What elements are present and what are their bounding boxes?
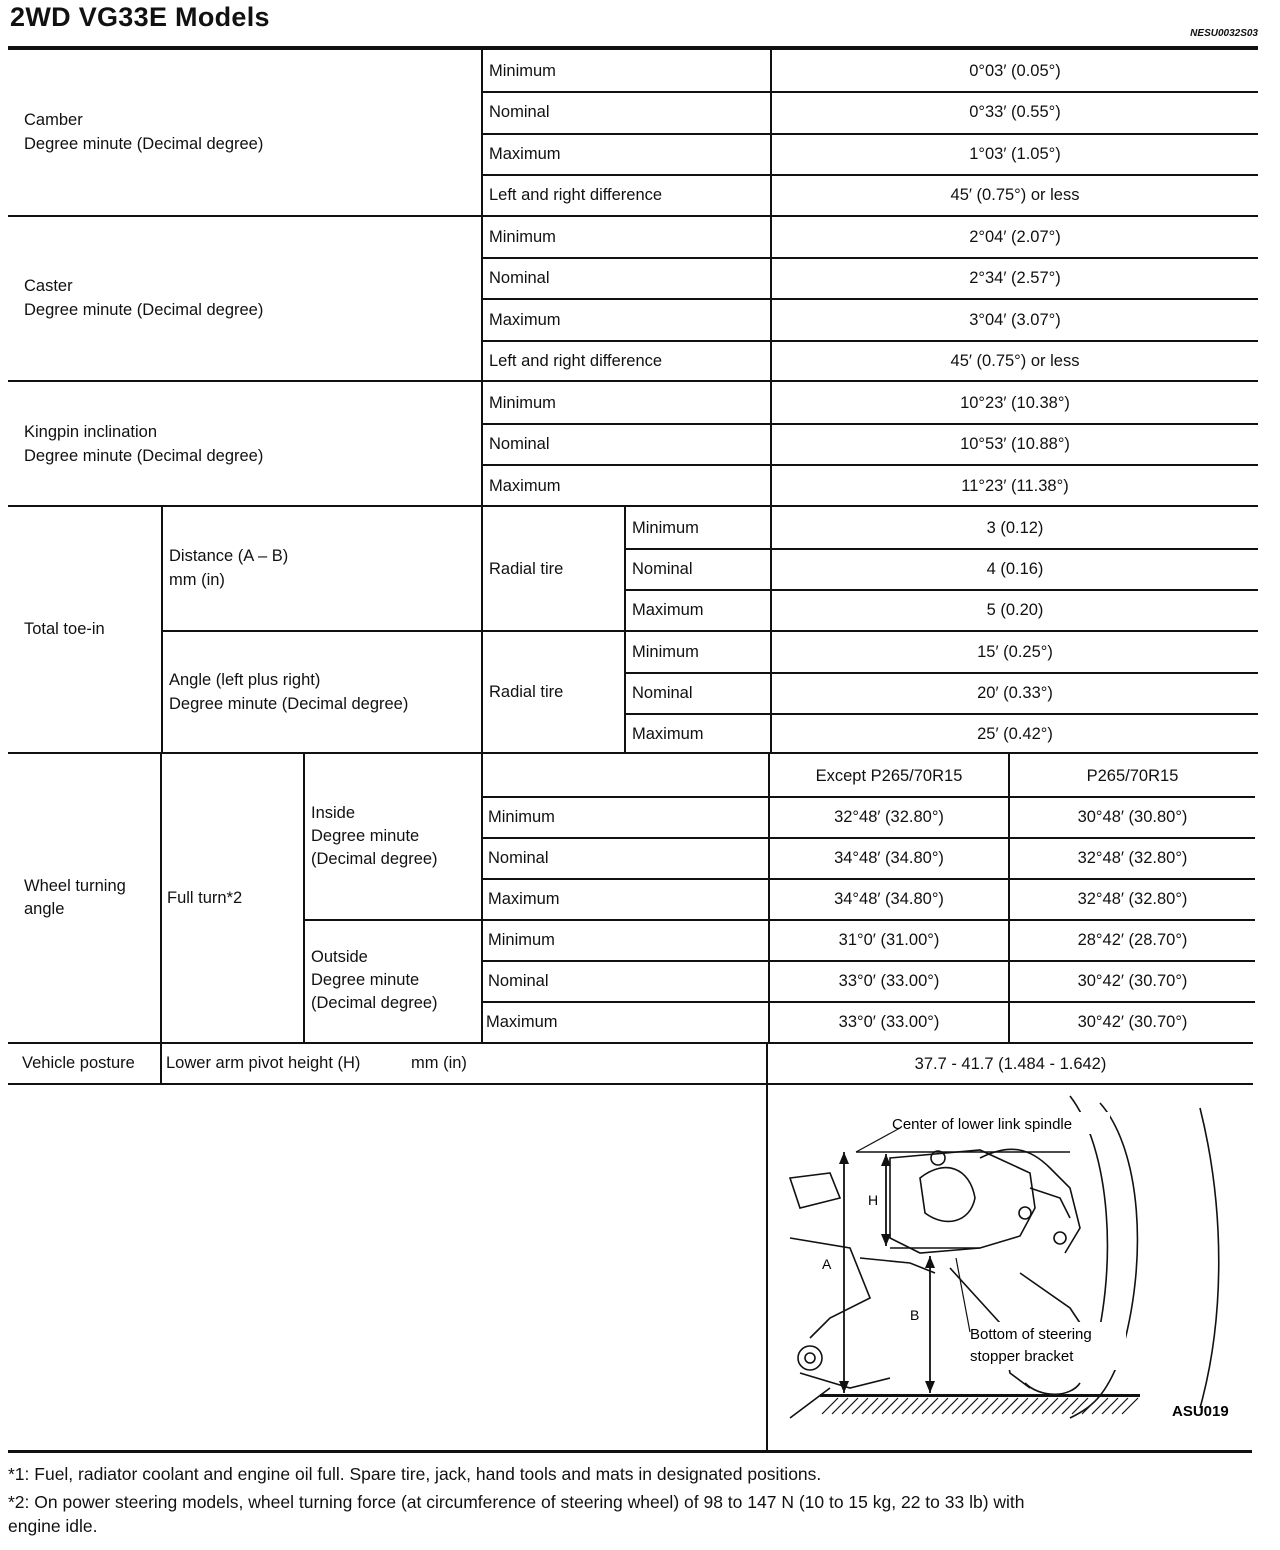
spec-label: Nominal	[488, 972, 549, 990]
row-divider	[482, 340, 1258, 342]
pivot-height-unit: mm (in)	[411, 1054, 467, 1072]
column-divider	[624, 505, 626, 754]
knuckle	[920, 1168, 975, 1222]
bolt	[1054, 1232, 1066, 1244]
tire-type: Radial tire	[489, 560, 564, 578]
kingpin-unit: Degree minute (Decimal degree)	[24, 447, 264, 465]
spec-value: 5 (0.20)	[986, 601, 1044, 619]
tire-outline	[1200, 1108, 1219, 1408]
label-a: A	[822, 1256, 832, 1272]
row-divider	[482, 1001, 1255, 1003]
suspension-diagram	[770, 1088, 1250, 1443]
spec-value: 15′ (0.25°)	[977, 643, 1053, 661]
wheel-turning-label: Wheel turning	[24, 877, 126, 895]
spec-value: 34°48′ (34.80°)	[834, 849, 944, 867]
spec-value: 3°04′ (3.07°)	[969, 311, 1061, 329]
spec-label: Maximum	[486, 1013, 558, 1031]
pivot-height-value: 37.7 - 41.7 (1.484 - 1.642)	[914, 1055, 1107, 1073]
row-divider	[482, 133, 1258, 135]
column-header-except: Except P265/70R15	[815, 767, 963, 785]
table-top-rule	[8, 46, 1258, 50]
spec-label: Maximum	[632, 601, 704, 619]
spec-value: 33°0′ (33.00°)	[838, 972, 940, 990]
section-divider	[8, 752, 1258, 754]
column-divider	[160, 752, 162, 1085]
spec-label: Minimum	[489, 394, 556, 412]
row-divider	[482, 174, 1258, 176]
row-divider	[482, 464, 1258, 466]
knuckle	[1030, 1188, 1070, 1218]
spec-value: 10°53′ (10.88°)	[960, 435, 1070, 453]
angle-label: Angle (left plus right)	[169, 671, 321, 689]
pivot-height-label: Lower arm pivot height (H)	[166, 1054, 361, 1072]
arrowhead	[881, 1234, 891, 1246]
row-divider	[625, 713, 1258, 715]
ground-hatch	[822, 1398, 1138, 1414]
arrowhead	[925, 1256, 935, 1268]
spec-value: 34°48′ (34.80°)	[834, 890, 944, 908]
row-divider	[482, 257, 1258, 259]
column-divider	[303, 752, 305, 1044]
figure-code: ASU019	[1172, 1403, 1229, 1420]
spec-value: 30°42′ (30.70°)	[1077, 1013, 1188, 1031]
spec-value: 30°42′ (30.70°)	[1077, 972, 1188, 990]
footnote-1: *1: Fuel, radiator coolant and engine oil full. Spare tire, jack, hand tools and mats in designated positions.	[8, 1464, 822, 1484]
footnote-2-continued: engine idle.	[8, 1516, 98, 1536]
spec-label: Maximum	[632, 725, 704, 743]
spec-value: 11°23′ (11.38°)	[961, 477, 1069, 495]
outside-unit: Degree minute	[311, 971, 420, 989]
section-divider	[8, 505, 1258, 507]
full-turn-label: Full turn*2	[167, 889, 243, 907]
lower-arm	[860, 1258, 935, 1273]
spec-label: Maximum	[489, 477, 561, 495]
inside-unit-2: (Decimal degree)	[311, 850, 438, 868]
spec-label: Minimum	[488, 808, 555, 826]
section-divider	[8, 380, 1258, 382]
column-divider	[161, 505, 163, 754]
section-divider	[8, 1042, 1253, 1044]
section-divider	[8, 1083, 1253, 1085]
column-divider	[481, 48, 483, 754]
spec-value: 1°03′ (1.05°)	[969, 145, 1061, 163]
spec-label: Minimum	[632, 519, 699, 537]
column-divider	[766, 1042, 768, 1452]
spec-label: Nominal	[488, 849, 549, 867]
distance-label: Distance (A – B)	[169, 547, 289, 565]
caster-unit: Degree minute (Decimal degree)	[24, 301, 264, 319]
label-center-spindle: Center of lower link spindle	[892, 1116, 1073, 1133]
row-divider	[482, 91, 1258, 93]
kingpin-label: Kingpin inclination	[24, 423, 158, 441]
row-divider	[482, 423, 1258, 425]
spec-value: 32°48′ (32.80°)	[834, 808, 944, 826]
spec-label: Minimum	[632, 643, 699, 661]
column-header-p265: P265/70R15	[1086, 767, 1179, 785]
arrowhead	[839, 1152, 849, 1164]
row-divider	[482, 878, 1255, 880]
spec-label: Maximum	[489, 311, 561, 329]
leader-line	[956, 1258, 970, 1332]
row-divider	[162, 630, 1258, 632]
spec-label: Minimum	[489, 228, 556, 246]
spec-value: 30°48′ (30.80°)	[1077, 808, 1188, 826]
spec-value: 0°03′ (0.05°)	[969, 62, 1061, 80]
spec-value: 45′ (0.75°) or less	[950, 352, 1080, 370]
outside-unit-2: (Decimal degree)	[311, 994, 438, 1012]
vehicle-posture-label: Vehicle posture	[22, 1054, 135, 1072]
outside-label: Outside	[311, 948, 368, 966]
spec-label: Left and right difference	[489, 186, 663, 204]
camber-unit: Degree minute (Decimal degree)	[24, 135, 264, 153]
bushing	[798, 1346, 822, 1370]
spec-value: 28°42′ (28.70°)	[1077, 931, 1188, 949]
row-divider	[482, 837, 1255, 839]
spec-value: 2°34′ (2.57°)	[969, 269, 1061, 287]
caster-label: Caster	[24, 277, 73, 295]
spec-value: 4 (0.16)	[986, 560, 1044, 578]
row-divider	[482, 960, 1255, 962]
row-divider	[625, 589, 1258, 591]
row-divider	[305, 919, 1255, 921]
spec-label: Maximum	[488, 890, 560, 908]
row-divider	[625, 672, 1258, 674]
tire-type: Radial tire	[489, 683, 564, 701]
wheel-turning-label-2: angle	[24, 900, 65, 918]
label-bottom-stopper: Bottom of steering	[970, 1326, 1092, 1343]
arrowhead	[925, 1381, 935, 1393]
spec-label: Left and right difference	[489, 352, 663, 370]
knuckle	[890, 1150, 1035, 1253]
spec-label: Nominal	[489, 103, 550, 121]
document-id: NESU0032S03	[1190, 28, 1258, 39]
spec-value: 2°04′ (2.07°)	[969, 228, 1061, 246]
label-b: B	[910, 1307, 920, 1323]
camber-label: Camber	[24, 111, 83, 129]
ground-line	[820, 1394, 1140, 1397]
label-h: H	[868, 1192, 879, 1208]
spec-value: 0°33′ (0.55°)	[969, 103, 1061, 121]
spec-value: 20′ (0.33°)	[977, 684, 1053, 702]
spec-value: 32°48′ (32.80°)	[1077, 849, 1188, 867]
spec-value: 31°0′ (31.00°)	[838, 931, 940, 949]
lower-arm	[790, 1388, 830, 1418]
inside-unit: Degree minute	[311, 827, 420, 845]
section-divider	[8, 215, 1258, 217]
bolt	[1019, 1207, 1031, 1219]
spec-label: Nominal	[489, 435, 550, 453]
spec-value: 3 (0.12)	[986, 519, 1044, 537]
angle-unit: Degree minute (Decimal degree)	[169, 695, 409, 713]
spec-value: 33°0′ (33.00°)	[838, 1013, 940, 1031]
stopper-bracket	[1025, 1383, 1080, 1394]
spec-value: 25′ (0.42°)	[977, 725, 1053, 743]
row-divider	[482, 298, 1258, 300]
spec-label: Nominal	[632, 560, 693, 578]
lower-arm	[790, 1238, 870, 1338]
distance-unit: mm (in)	[169, 571, 225, 589]
page-title: 2WD VG33E Models	[10, 2, 270, 32]
spec-label: Maximum	[489, 145, 561, 163]
spec-value: 32°48′ (32.80°)	[1077, 890, 1188, 908]
label-bottom-stopper-2: stopper bracket	[970, 1348, 1074, 1365]
row-divider	[482, 796, 1255, 798]
inside-label: Inside	[311, 804, 356, 822]
column-divider	[481, 752, 483, 1044]
spec-label: Nominal	[632, 684, 693, 702]
lower-arm	[790, 1173, 840, 1208]
footnote-2: *2: On power steering models, wheel turning force (at circumference of steering wheel) of 98 to 147 N (10 to 15 kg, 22 to 33 lb) with	[8, 1492, 1025, 1512]
row-divider	[625, 548, 1258, 550]
spec-value: 45′ (0.75°) or less	[950, 186, 1080, 204]
spec-label: Nominal	[489, 269, 550, 287]
spec-label: Minimum	[489, 62, 556, 80]
spec-label: Minimum	[488, 931, 555, 949]
bushing	[805, 1353, 815, 1363]
knuckle	[980, 1149, 1080, 1253]
tire-outline	[1070, 1103, 1137, 1418]
spec-value: 10°23′ (10.38°)	[960, 394, 1070, 412]
table-bottom-rule	[8, 1450, 1252, 1453]
toe-in-label: Total toe-in	[24, 620, 105, 638]
